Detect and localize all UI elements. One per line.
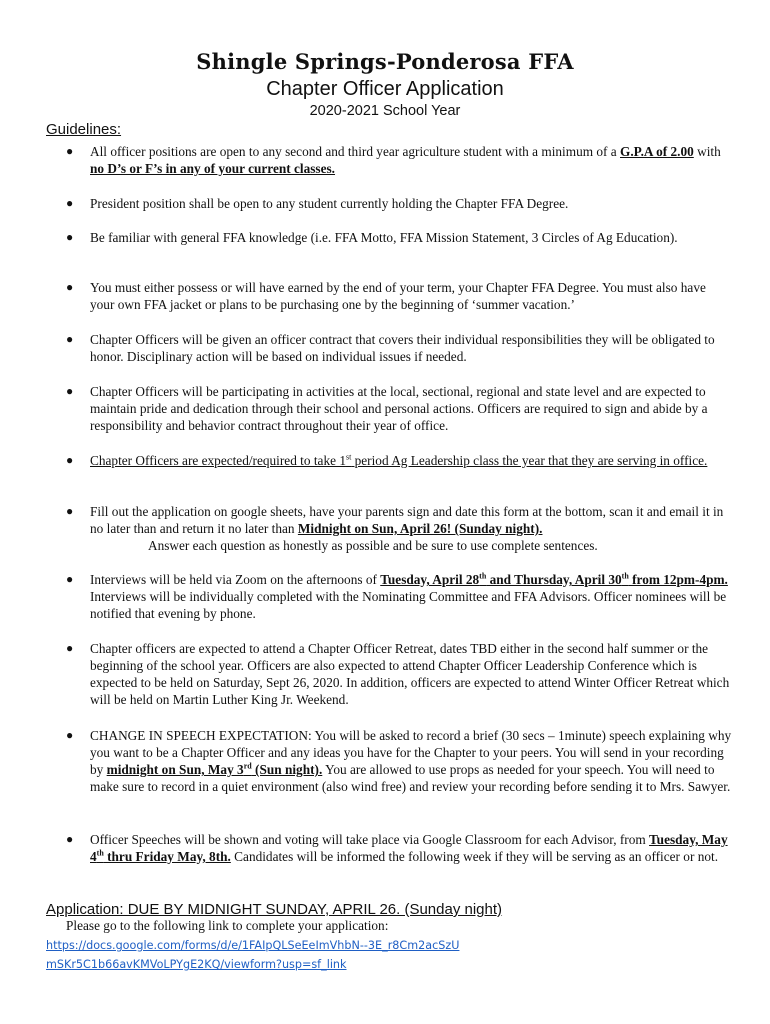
guideline-item: ● Chapter Officers will be given an officer contract that covers their individual responsibilities they will be obligated to honor. Disciplinary action will be based on individual issues if needed. [66, 332, 715, 364]
guideline-item: ● Chapter Officers will be participating in activities at the local, sectional, regional and state level and are expected to maintain pride and dedication through their school and personal actions. Officers are required to sign and abide by a responsibility and behavior contract throughout their year of office. [66, 384, 708, 433]
guideline-item: ● All officer positions are open to any second and third year agriculture student with a minimum of a G.P.A of 2.00 with no D’s or F’s in any of your current classes. [66, 144, 721, 176]
bullet-icon: ● [66, 332, 74, 346]
bullet-icon: ● [66, 832, 74, 846]
guideline-item: ● President position shall be open to any student currently holding the Chapter FFA Degree. [66, 196, 569, 211]
bullet-icon: ● [66, 641, 74, 655]
bullet-icon: ● [66, 196, 74, 210]
bullet-icon: ● [66, 728, 74, 742]
bullet-icon: ● [66, 572, 74, 586]
guideline-item: ● Fill out the application on google sheets, have your parents sign and date this form at the bottom, scan it and email it in no later than and return it no later than Midnight on Sun, April 26! (Sunday night). Answer each question as honestly as possible and be sure to use complete sentences. [66, 504, 724, 553]
guidelines-heading: Guidelines: [46, 121, 122, 138]
guideline-item: ● Chapter Officers are expected/required to take 1st period Ag Leadership class the year that they are serving in office. [66, 452, 708, 468]
guideline-item: ● Officer Speeches will be shown and voting will take place via Google Classroom for each Advisor, from Tuesday, May 4th thru Friday May, 8th. Candidates will be informed the following week if they will be serving as an officer or not. [66, 832, 728, 864]
school-year: 2020-2021 School Year [309, 103, 461, 119]
bullet-icon: ● [66, 144, 74, 158]
application-form-link[interactable]: https://docs.google.com/forms/d/e/1FAIpQLSeEeImVhbN--3E_r8Cm2acSzUmSKr5C1b66avKMVoLPYgE2KQ/viewform?usp=sf_link [46, 939, 460, 971]
application-instruction: Please go to the following link to complete your application: [66, 918, 389, 933]
guideline-item: ● CHANGE IN SPEECH EXPECTATION: You will be asked to record a brief (30 secs – 1minute) speech explaining why you want to be a Chapter Officer and any ideas you have for the Chapter to your peers. You will send in your recording by midnight on Sun, May 3rd (Sun night). You are allowed to use props as needed for your speech. You will need to make sure to record in a quiet environment (also wind free) and review your recording before sending it to Mrs. Sawyer. [66, 728, 732, 794]
guideline-item: ● You must either possess or will have earned by the end of your term, your Chapter FFA Degree. You must also have your own FFA jacket or plans to be purchasing one by the beginning of ‘summer vacation.’ [66, 280, 706, 312]
guideline-item: ● Interviews will be held via Zoom on the afternoons of Tuesday, April 28th and Thursday, April 30th from 12pm-4pm. Interviews will be individually completed with the Nominating Committee and FFA Advisors. Officer nominees will be notified that evening by phone. [66, 571, 728, 621]
bullet-icon: ● [66, 280, 74, 294]
bullet-icon: ● [66, 504, 74, 518]
guideline-item: ● Be familiar with general FFA knowledge (i.e. FFA Motto, FFA Mission Statement, 3 Circles of Ag Education). [66, 230, 678, 245]
bullet-icon: ● [66, 230, 74, 244]
guideline-item: ● Chapter officers are expected to attend a Chapter Officer Retreat, dates TBD either in the second half summer or the beginning of the school year. Officers are also expected to attend Chapter Officer Leadership Conference which is expected to be held on Saturday, Sept 26, 2020. In addition, officers are expected to attend Winter Officer Retreat which will be held on Martin Luther King Jr. Weekend. [66, 641, 730, 707]
application-heading: Application: DUE BY MIDNIGHT SUNDAY, APRIL 26. (Sunday night) [46, 901, 503, 918]
bullet-icon: ● [66, 384, 74, 398]
document-subtitle: Chapter Officer Application [266, 78, 504, 100]
bullet-icon: ● [66, 453, 74, 467]
document-title: Shingle Springs-Ponderosa FFA [196, 49, 574, 74]
